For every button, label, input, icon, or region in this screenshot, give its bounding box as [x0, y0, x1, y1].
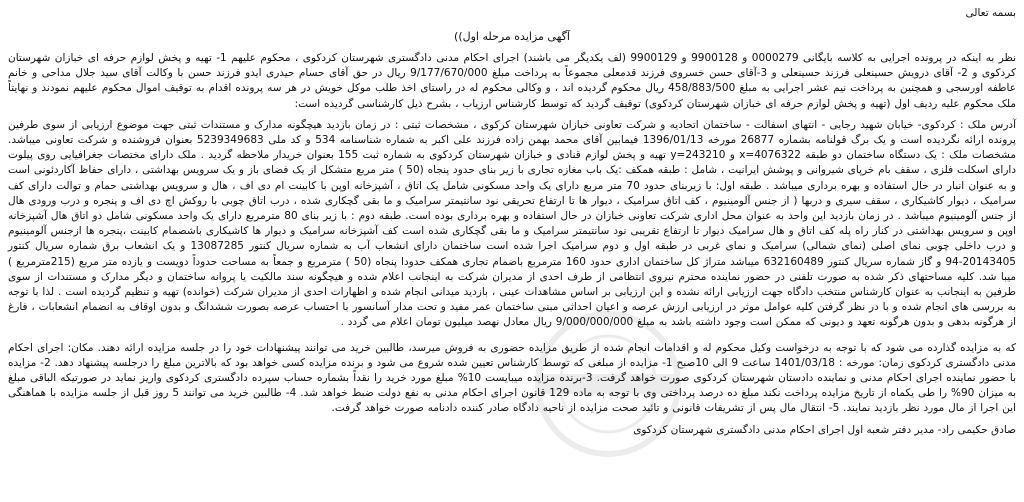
basmala: بسمه تعالی: [965, 7, 1016, 19]
property-description-paragraph: آدرس ملک : کردکوی- خیابان شهید رجایی - انتهای اسفالت - ساختمان اتحادیه و شرکت تعاونی خبازان شهرستان کرکوی ، مشخصات ثبتی : در زمان بازدید هیچگونه مدارک و مستندات ثبتی جهت موضوع ارزیابی از سوی طرفین پرونده ارائه نگردیده است و یک برگ قولنامه بشماره 26877 مورخه 1396/01/13 فیمابین آقای محمد بهمن زاده فرزند علی اکبر به شماره شناسنامه 534 و کد ملی 5239349683 بعنوان فروشنده و شرکت تعاونی میباشد. مشخصات ملک : یک دستگاه ساختمان دو طبقه x=4076322 و y=243210 تهیه و پخش لوازم قنادی و خبازان شهرستان کردکوی به شماره ثبت 155 بعنوان خریدار ملاحظه گردید . ملک دارای مختصات جغرافیایی روی پیلوت دارای اسکلت فلزی ، سقف بام خرپای شیروانی و پوشش ایرانیت ، شامل : طبقه همکف :یک باب مغازه تجاری با زیر بنای حدود پنجاه (50 ) متر مربع متشکل از یک فضای باز و یک سرویس بهداشتی ، دارای حفاظ آکاردئونی است و به عنوان انبار در حال استفاده و بهره برداری میباشد . طبقه اول: با زیربنای حدود 70 متر مربع دارای یک واحد مسکونی شامل یک اتاق ، آشپزخانه اوپن با کابینت ام دی اف ، هال و سرویس بهداشتی حمام و توالت دارای کف سرامیک ، دیوار کاشیکاری ، سقف سیری و دربها ( از جنس آلومینیوم ، کف اتاق سرامیک ، دیوار ها تا ارتفاع تحریقی نود سانتیمتر سرامیک و ما بقی گچکاری شده ، درب اتاق چوبی با روکش اچ دی اف و پنجره و درب ورودی هال از جنس آلومینیوم میباشد . در زمان بازدید این واحد به عنوان محل اداری شرکت تعاونی خبازان در حال استفاده و بهره برداری بوده است. طبقه دوم : با زیر بنای 80 مترمربع دارای یک واحد مسکونی شامل دو اتاق هال آشپزخانه اوپن و سرویس بهداشتی در کنار راه پله کف اتاق و هال سرامیک دیوار تا ارتفاع تقریبی نود سانتیمتر سرامیک و ما بقی گچکاری شده است کف آشپزخانه سرامیک و دیوار ها کاشیکاری باشصمام کابینت ،پنجره ها ازجنس آلومینیوم و درب داخلی چوبی نمای اصلی (نمای شمالی) سرامیک و نمای غربی در طبقه اول و دوم سرامیک اجرا شده است ساختمان دارای انشعاب آب به شماره سریال کنتور 13087285 و یک انشعاب برق شماره سریال کنتور 20143405-94 و گاز شماره سریال کنتور 632160489 میباشد متراژ کل ساختمان اداری حدود 160 مترمربع باضمام تجاری همکف حدودا پنجاه (50 ) مترمربع و جمعاً به مساحت حدوداً دویست و یازده متر مربع (215مترمربع ) میبا شد. کلیه مساحتهای ذکر شده به صورت تلفنی در حضور نماینده محترم نیروی انتظامی از طرف احدی از مدیران شرکت به اینجانب اعلام شده و هیچگونه سند مالکیت یا پروانه ساختمان و دیگر مدارک و مستندات از سوی طرفین به اینجانب به عنوان کارشناس منتخب دادگاه جهت ارزیابی ارائه نشده و این ارزیابی بر اساس مشاهدات عینی ، بازدید میدانی انجام شده و اظهارات احدی از مدیران شرکت (خوانده) تهیه و تنظیم گردیده است . لذا با توجه به بررسی های انجام شده و با در نظر گرفتن کلیه عوامل موثر در ارزیابی ارزش عرصه و اعیان احداثی مبنی ساختمان عمر مفید و تحت مدار آسانسور با احتساب عرصه بصورت ششدانگ و بدون اوقاف به انضمام انشعابات ، فارغ از هرگونه بدهی و بدون هرگونه تعهد و دیونی که ممکن است وجود داشته باشد به مبلغ 9/000/000/000 ریال معادل نهصد میلیون تومان اعلام می گردد .: [8, 118, 1016, 329]
signature-line: صادق حکیمی راد- مدیر دفتر شعبه اول اجرای احکام مدنی دادگستری شهرستان کردکوی: [633, 423, 1016, 436]
auction-terms-paragraph: که به مزایده گذارده می شود که با توجه به درخواست وکیل محکوم له و اقدامات انجام شده از طریق مزایده حضوری به فروش میرسد، طالبین خرید می توانند پیشنهادات خود را در جلسه مزایده ارائه دهند. مکان: اجرای احکام مدنی دادگستری کردکوی زمان: مورخه : 1401/03/18 ساعت 9 الی 10صبح 1- مزایده از مبلغی که توسط کارشناس تعیین شده شروع می شود و برنده مزایده کسی خواهد بود که بالاترین مبلغ را درجلسه پیشنهاد دهد. 2- مزایده با حضور نماینده اجرای احکام مدنی و نماینده دادستان شهرستان کردکوی صورت خواهد گرفت. 3-برنده مزایده میبایست 10% مبلغ مورد خرید را نقداً بشماره حساب سپرده دادگستری کردکوی واریز نماید در صورتیکه الباقی مبلغ به میزان 90% را طی یکماه از تاریخ مزایده پرداخت نکند مبلغ ده درصد پرداختی وی با توجه به ماده 129 قانون اجرای احکام مدنی به نفع دولت ضبط خواهد شد. 4- طالبین خرید می توانند 5 روز قبل از جلسه مزایده با هماهنگی این اجرا از مال مورد نظر بازدید نمایند. 5- انتقال مال پس از تشریفات قانونی و تائید صحت مزایده از ناحیه دادگاه صادر کننده دادنامه صورت خواهد گرفت.: [8, 341, 1017, 415]
case-description-paragraph: نظر به اینکه در پرونده اجرایی به کلاسه بایگانی 0000279 و 9900128 و 9900129 (لف یکدیگر می باشند) اجرای احکام مدنی دادگستری شهرستان کردکوی ، محکوم علیهم 1- تهیه و پخش لوازم حرفه ای خبازان شهرستان کردکوی و 2- آقای درویش حسینعلی فرزند حسینعلی و 3-آقای حسن خسروی فرزند قدمعلی مجموعاً به پرداخت مبلغ 9/177/670/000 ریال در حق آقای حسام حیدری ایدو فرزند حسن با وکالت آقای سید جلال مداحی و خانم عاطفه اورسجی و همچنین به پرداخت نیم عشر اجرایی به مبلغ 458/883/500 ریال محکوم گردیده اند ، و وکالی محکوم له در راستای اخذ طلب موکل خویش در هر سه پرونده اقدام به توقیف اموال محکوم علیهم نمودند و نهایتاً ملک محکوم علیه ردیف اول (تهیه و پخش لوازم حرفه ای خبازان شهرستان کردکوی) توقیف گردید که توسط کارشناس ارزیاب ، بشرح ذیل کارشناسی گردیده است:: [8, 52, 1017, 110]
notice-title: آگهی مزایده مرحله اول)): [454, 30, 570, 43]
notice-document: [8, 4, 1016, 498]
